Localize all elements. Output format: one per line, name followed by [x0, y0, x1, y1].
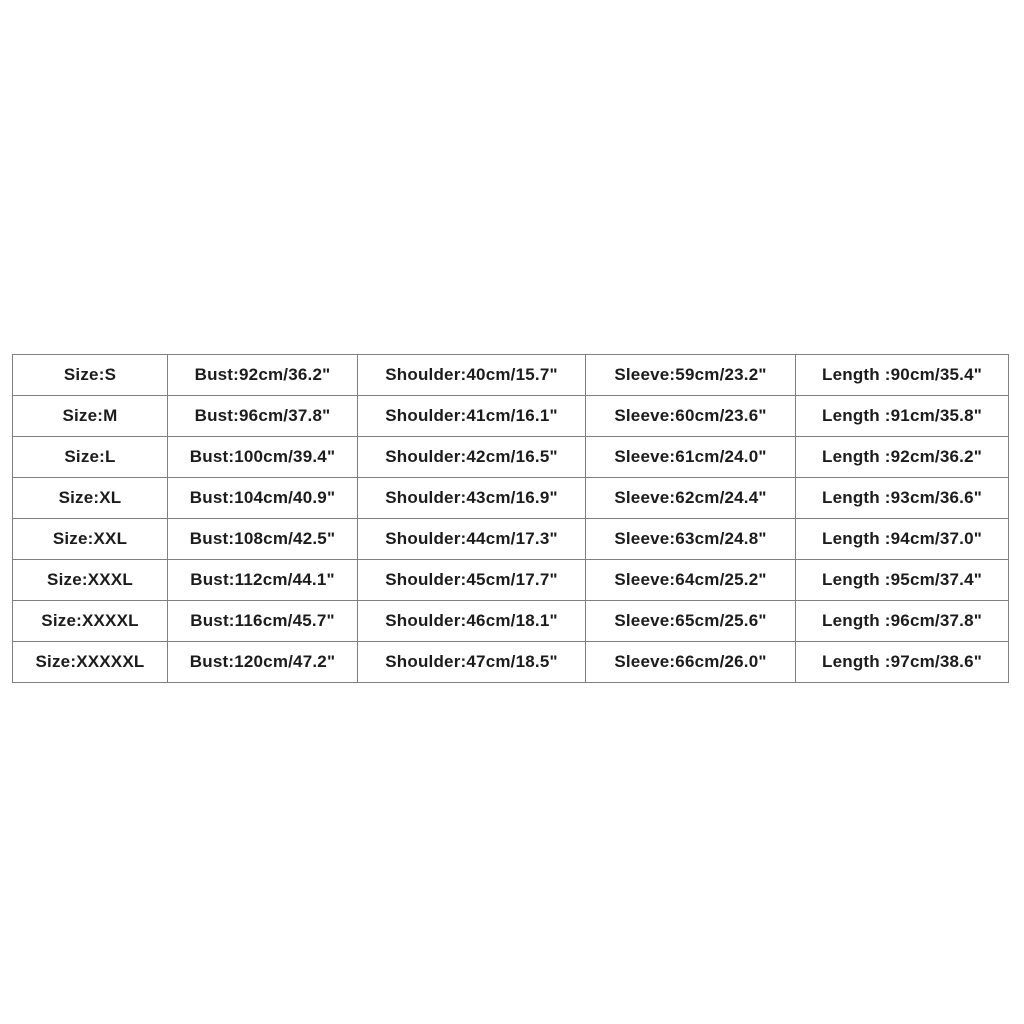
- table-cell-shoulder: Shoulder:42cm/16.5": [358, 437, 586, 478]
- table-cell-sleeve: Sleeve:65cm/25.6": [586, 601, 796, 642]
- table-cell-bust: Bust:92cm/36.2": [168, 355, 358, 396]
- table-row: [13, 437, 1009, 478]
- table-row: [13, 601, 1009, 642]
- table-cell-length: Length :94cm/37.0": [796, 519, 1009, 560]
- table-cell-bust: Bust:96cm/37.8": [168, 396, 358, 437]
- table-cell-bust: Bust:120cm/47.2": [168, 642, 358, 683]
- table-cell-bust: Bust:100cm/39.4": [168, 437, 358, 478]
- table-cell-bust: Bust:108cm/42.5": [168, 519, 358, 560]
- table-cell-sleeve: Sleeve:66cm/26.0": [586, 642, 796, 683]
- table-cell-length: Length :91cm/35.8": [796, 396, 1009, 437]
- table-cell-length: Length :92cm/36.2": [796, 437, 1009, 478]
- size-chart-table: [12, 354, 1009, 683]
- table-row: [13, 478, 1009, 519]
- table-cell-size: Size:L: [13, 437, 168, 478]
- table-cell-shoulder: Shoulder:46cm/18.1": [358, 601, 586, 642]
- size-chart-body: [13, 355, 1009, 683]
- table-cell-shoulder: Shoulder:44cm/17.3": [358, 519, 586, 560]
- table-cell-length: Length :95cm/37.4": [796, 560, 1009, 601]
- table-row: [13, 560, 1009, 601]
- table-cell-size: Size:XXL: [13, 519, 168, 560]
- table-cell-shoulder: Shoulder:45cm/17.7": [358, 560, 586, 601]
- table-cell-length: Length :97cm/38.6": [796, 642, 1009, 683]
- table-row: [13, 519, 1009, 560]
- table-cell-length: Length :93cm/36.6": [796, 478, 1009, 519]
- table-cell-length: Length :96cm/37.8": [796, 601, 1009, 642]
- table-cell-sleeve: Sleeve:63cm/24.8": [586, 519, 796, 560]
- table-row: [13, 355, 1009, 396]
- table-cell-sleeve: Sleeve:64cm/25.2": [586, 560, 796, 601]
- table-cell-size: Size:S: [13, 355, 168, 396]
- table-cell-sleeve: Sleeve:60cm/23.6": [586, 396, 796, 437]
- table-cell-bust: Bust:116cm/45.7": [168, 601, 358, 642]
- table-row: [13, 396, 1009, 437]
- table-cell-sleeve: Sleeve:61cm/24.0": [586, 437, 796, 478]
- table-cell-length: Length :90cm/35.4": [796, 355, 1009, 396]
- table-cell-shoulder: Shoulder:41cm/16.1": [358, 396, 586, 437]
- table-cell-shoulder: Shoulder:43cm/16.9": [358, 478, 586, 519]
- table-cell-size: Size:XXXXXL: [13, 642, 168, 683]
- table-cell-bust: Bust:104cm/40.9": [168, 478, 358, 519]
- table-cell-size: Size:XXXL: [13, 560, 168, 601]
- table-cell-bust: Bust:112cm/44.1": [168, 560, 358, 601]
- table-cell-size: Size:XXXXL: [13, 601, 168, 642]
- table-cell-size: Size:M: [13, 396, 168, 437]
- table-cell-shoulder: Shoulder:47cm/18.5": [358, 642, 586, 683]
- table-cell-size: Size:XL: [13, 478, 168, 519]
- table-cell-shoulder: Shoulder:40cm/15.7": [358, 355, 586, 396]
- table-cell-sleeve: Sleeve:62cm/24.4": [586, 478, 796, 519]
- table-row: [13, 642, 1009, 683]
- table-cell-sleeve: Sleeve:59cm/23.2": [586, 355, 796, 396]
